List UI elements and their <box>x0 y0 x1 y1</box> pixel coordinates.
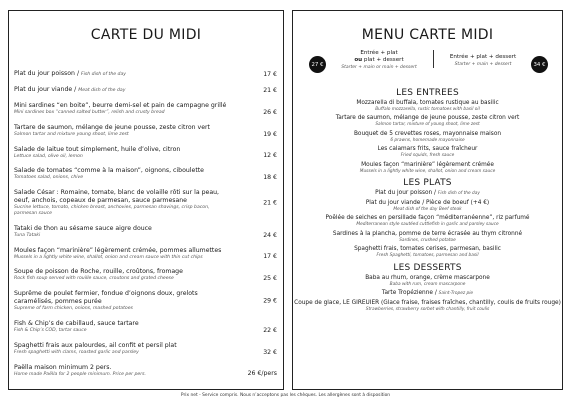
section-item-name-text: Plat du jour viande / Pièce de boeuf (+4 €) <box>365 200 490 207</box>
menu-item-price: 29 € <box>263 297 277 305</box>
menu-item-price: 26 € <box>263 108 277 116</box>
section-item-name-text: Coupe de glace, LE GIREUIER (Glace fraise, fraises fraîches, chantilly, coulis de fruits rouge) <box>294 300 561 307</box>
menu-item-price: 24 € <box>263 231 277 239</box>
menu-item <box>14 189 277 217</box>
menu-item-description: Fish & Chip’s COD, tartar sauce <box>14 327 87 333</box>
menu-item-price: 21 € <box>263 87 277 94</box>
menu-item-price: 17 € <box>263 71 277 78</box>
price-badge-27: 27 € <box>309 56 326 73</box>
menu-item-price: 22 € <box>263 326 277 334</box>
menu-item-price: 12 € <box>263 152 277 160</box>
section-item <box>293 190 562 197</box>
formula-34-subtitle: Starter + main + dessert <box>454 62 512 67</box>
menu-item-name-text: Mini sardines “en boite”, beurre demi-sel et pain de campagne grillé <box>14 102 227 109</box>
menu-item-name-text: Salade de laitue tout simplement, huile d’olive, citron <box>14 145 181 153</box>
menu-item-description: Mussels in a lightly white wine, shallot, onion and cream sauce with thin cut chips <box>14 254 203 260</box>
section-item <box>293 100 562 112</box>
menu-section <box>293 88 562 174</box>
section-item <box>293 215 562 227</box>
menu-item-name <box>14 364 233 372</box>
menu-item-name-text: Fish & Chip’s de cabillaud, sauce tartare <box>14 319 139 327</box>
menu-item <box>14 225 277 239</box>
section-item-description: Mediterranean style sautéed cuttlefish in garlic and parsley sauce <box>356 222 499 228</box>
section-item-name <box>293 131 562 138</box>
formula-header <box>293 50 562 84</box>
section-item <box>293 231 562 243</box>
menu-section <box>293 178 562 259</box>
section-item <box>293 246 562 258</box>
section-item-name-text: Moules façon “marinière” légèrement crémée <box>361 161 494 168</box>
section-item-name-text: Spaghetti frais, tomates cerises, parmesan, basilic <box>354 246 501 253</box>
section-item <box>293 275 562 287</box>
formula-27-ou: ou <box>354 57 363 63</box>
section-item <box>293 200 562 212</box>
menu-item-name <box>14 86 233 94</box>
menu-item <box>14 86 277 94</box>
price-badge-34: 34 € <box>531 56 548 73</box>
menu-item-name <box>14 320 233 328</box>
menu-item-name <box>14 102 233 110</box>
menu-item <box>14 124 277 138</box>
right-panel-title: MENU CARTE MIDI <box>361 27 494 43</box>
section-item-name <box>293 190 562 197</box>
menu-item-name-text: Salade César : Romaine, tomate, blanc de volaille rôti sur la peau, oeuf, anchois, copeaux de parmesan, sauce parmesane <box>14 189 220 205</box>
section-heading: LES PLATS <box>403 178 452 189</box>
menu-item-name-text: Tartare de saumon, mélange de jeune pousse, zeste citron vert <box>14 123 210 131</box>
menu-item <box>14 364 277 378</box>
menu-item-description: Rock fish soup served with rouille sauce, croutons and grated cheese <box>14 276 174 282</box>
section-item-name <box>293 231 562 238</box>
menu-item <box>14 167 277 181</box>
menu-item-price: 25 € <box>263 275 277 283</box>
menu-item-price: 18 € <box>263 174 277 182</box>
section-item-name-text: Poêlée de seiches en persillade façon “méditerranéenne”, riz parfumé <box>325 215 530 222</box>
menu-item-price: 19 € <box>263 130 277 138</box>
section-item <box>293 115 562 127</box>
section-item-name-text: Baba au rhum, orange, crème mascarpone <box>365 274 490 281</box>
menu-item-description: Meat dish of the day <box>78 88 126 93</box>
formula-34 <box>433 50 529 68</box>
section-heading: LES ENTREES <box>396 88 459 98</box>
section-item <box>293 131 562 143</box>
section-item-description: Fish dish of the day <box>437 191 480 197</box>
menu-carte-midi-panel <box>292 10 563 390</box>
menu-item-price: 17 € <box>263 253 277 261</box>
section-item-description: Buffalo mozzarella, rustic tomatoes with basil oil <box>375 107 480 112</box>
section-item <box>293 162 562 174</box>
menu-item-description: Tuna Tataki <box>14 232 41 238</box>
menu-item-name-text: Salade de tomates “comme à la maison”, oignons, ciboulette <box>14 167 204 175</box>
formula-27-line2-text: plat + dessert <box>362 57 404 63</box>
section-item-name-text: Tarte Tropézienne / <box>381 290 439 297</box>
menu-item-name <box>14 247 233 255</box>
section-item-name <box>293 290 562 297</box>
section-item-description: Meat dish of the day Beef steak <box>393 207 462 213</box>
menu-item-name-text: Tataki de thon au sésame sauce aigre douce <box>14 224 152 232</box>
formula-27-subtitle: Starter + main or main + dessert <box>341 65 417 70</box>
menu-item-price: 32 € <box>263 348 277 356</box>
menu-item-description: Lettuce salad, olive oil, lemon <box>14 153 83 159</box>
menu-item-name <box>14 189 233 205</box>
footer-note: Prix net - Service compris. Nous n’acceptons pas les chèques. Les allergènes sont à disposition <box>180 393 391 398</box>
section-item-name-text: Mozzarella di buffala, tomates rustique au basilic <box>356 100 499 106</box>
formula-34-line1: Entrée + plat + dessert <box>449 54 517 60</box>
section-heading: LES DESSERTS <box>393 262 462 273</box>
section-item-name-text: Bouquet de 5 crevettes roses, mayonnaise maison <box>353 130 502 137</box>
section-item-description: Salmon tartar, mixture of young shoot, lime zest <box>375 122 480 128</box>
section-item-description: Fresh Spaghetti, tomatoes, parmesan and basil <box>376 253 479 259</box>
section-item-description: Strawberries, strawberry sorbet with chantilly, fruit coulis <box>365 307 490 313</box>
menu-item <box>14 290 277 312</box>
menu-item-name-text: Moules façon “marinière” légèrement crémée, pommes allumettes <box>14 246 222 254</box>
section-item-description: Saint-Tropez pie <box>438 291 474 297</box>
section-item-description: Baba with rum, cream mascarpone <box>389 281 466 287</box>
menu-item-description: Mini sardines box “canned salted butter”, relish and crusty bread <box>14 110 165 115</box>
menu-item-description: Tomatoes salad, onions, chive <box>14 175 84 181</box>
menu-item-name <box>14 342 233 350</box>
menu-item-name-text: Suprême de poulet fermier, fondue d’oignons doux, grelots caramélisés, pommes purée <box>14 290 198 306</box>
menu-item <box>14 146 277 160</box>
formula-27-line1: Entrée + plat <box>360 50 398 56</box>
section-item-name-text: Les calamars frits, sauce fraîcheur <box>377 146 478 153</box>
carte-du-midi-panel <box>8 10 284 390</box>
menu-item-description: Sucrine lettuce, tomato, chicken breast, anchovies, parmesan shavings, crisp bacon, parmesan sauce <box>14 205 210 216</box>
menu-item-name <box>14 225 233 233</box>
menu-item-description: Fresh spaghetti with clams, roasted garlic and parsley <box>14 349 139 355</box>
menu-item-name-text: Soupe de poisson de Roche, rouille, croûtons, fromage <box>14 268 183 276</box>
menu-item <box>14 247 277 261</box>
menu-item-description: Fish dish of the day <box>81 72 126 77</box>
menu-item <box>14 268 277 282</box>
section-item-name-text: Sardines à la plancha, pomme de terre écrasée au thym citronné <box>332 230 523 237</box>
section-item-description: Sardines, crushed potatoe <box>399 237 456 243</box>
section-item-name <box>293 162 562 169</box>
section-item-name <box>293 300 562 307</box>
section-item-description: Mussels in a lightly white wine, shallot, onion and cream sauce <box>359 168 496 174</box>
section-item-name-text: Plat du jour poisson / <box>375 190 438 197</box>
section-item-description: 6 prawns, homemade mayonnaise <box>390 137 465 143</box>
menu-item-description: Supreme of farm chicken, onions, mashed potatoes <box>14 306 133 312</box>
section-item-description: Fried squids, fresh sauce <box>400 153 455 159</box>
menu-item <box>14 70 277 78</box>
menu-item-description: Home made Paëlla for 2 people minimum. Price per pers. <box>14 371 146 377</box>
menu-item <box>14 102 277 116</box>
section-item <box>293 146 562 158</box>
menu-item-name <box>14 70 233 78</box>
menu-item-name <box>14 124 233 132</box>
menu-item-name-text: Plat du jour poisson / <box>14 70 81 77</box>
menu-item-price: 21 € <box>263 199 277 207</box>
left-menu-list <box>14 70 277 385</box>
section-item <box>293 290 562 297</box>
menu-item-name-text: Paëlla maison minimum 2 pers. <box>14 363 112 371</box>
formula-27 <box>329 50 429 71</box>
menu-item-description: Salmon tartar and mixture young shoot, lime zest <box>14 131 129 137</box>
section-item-name <box>293 275 562 282</box>
menu-item-name <box>14 146 233 154</box>
menu-section <box>293 263 562 313</box>
menu-item-name <box>14 290 233 306</box>
menu-item-name-text: Spaghetti frais aux palourdes, ail confit et persil plat <box>14 341 177 349</box>
left-panel-title: CARTE DU MIDI <box>90 27 202 43</box>
menu-item-name-text: Plat du jour viande / <box>14 86 79 93</box>
section-item <box>293 300 562 312</box>
formula-27-line2 <box>329 57 429 64</box>
section-item-name <box>293 200 562 207</box>
menu-item <box>14 320 277 334</box>
menu-item-price: 26 €/pers <box>247 370 277 378</box>
menu-item <box>14 342 277 356</box>
section-item-name-text: Tartare de saumon, mélange de jeune pousse, zeste citron vert <box>335 115 520 122</box>
section-item-name <box>293 100 562 107</box>
menu-sections <box>293 88 562 312</box>
